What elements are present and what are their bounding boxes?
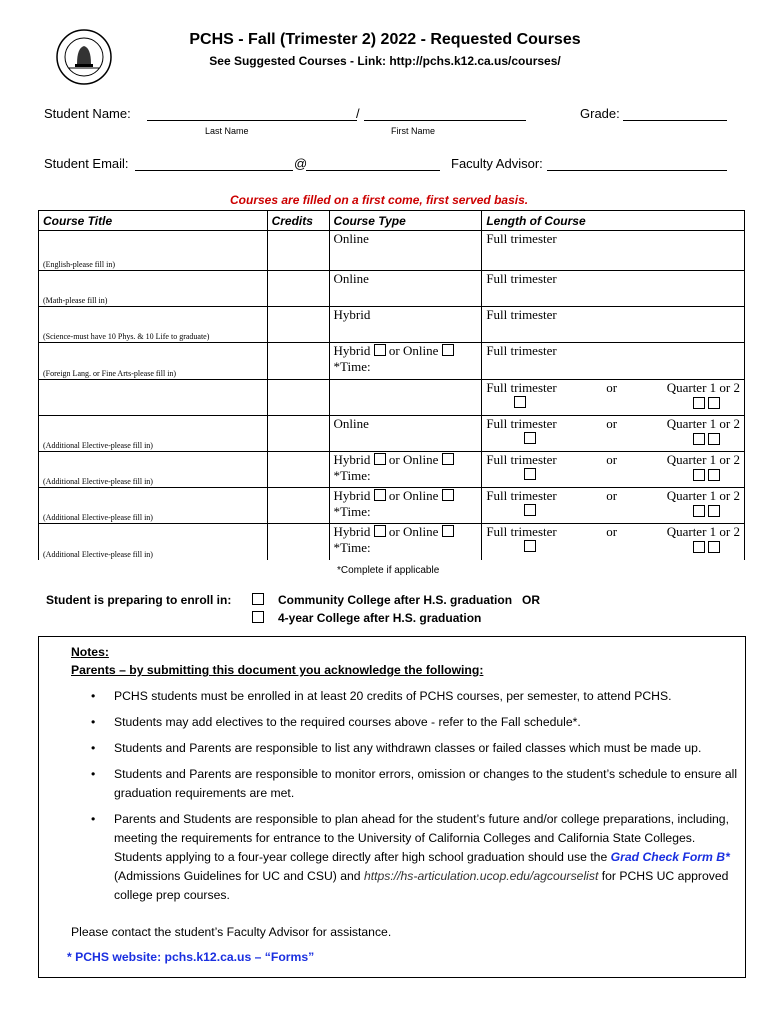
email-user-field[interactable] xyxy=(135,156,293,171)
hybrid-checkbox[interactable] xyxy=(374,453,386,465)
first-name-field[interactable] xyxy=(364,106,526,121)
last-name-field[interactable] xyxy=(147,106,357,121)
quarter-2-checkbox[interactable] xyxy=(708,397,720,409)
course-type-cell xyxy=(329,343,482,380)
full-trimester-label: Full trimester xyxy=(486,524,557,539)
credits-cell[interactable] xyxy=(267,524,329,560)
course-title-cell[interactable] xyxy=(39,271,268,307)
full-trimester-checkbox[interactable] xyxy=(524,432,536,444)
grade-field[interactable] xyxy=(623,106,727,121)
type-hybrid-label: Hybrid xyxy=(333,524,371,539)
row-caption: (Additional Elective-please fill in) xyxy=(43,477,153,486)
type-online-label: or Online xyxy=(388,452,439,467)
length-cell xyxy=(482,488,745,524)
row-caption: (Science-must have 10 Phys. & 10 Life to graduate) xyxy=(43,332,210,341)
note-item xyxy=(69,810,739,905)
note-item: • Students and Parents are responsible to list any withdrawn classes or failed classes which must be made up. xyxy=(69,739,739,758)
student-name-label: Student Name: xyxy=(44,106,131,121)
note-item: • PCHS students must be enrolled in at least 20 credits of PCHS courses, per semester, to attend PCHS. xyxy=(69,687,739,706)
table-row xyxy=(39,452,745,488)
page-title: PCHS - Fall (Trimester 2) 2022 - Requested Courses xyxy=(189,31,581,48)
last-note-text-1: Parents and Students are responsible to plan ahead for the student’s future and/or college preparations, including, meeting the requirements for entrance to the University of California Colleges and California State Colleges. Students applying to a four-year college directly after high school graduation should use the xyxy=(114,812,729,864)
notes-heading: Notes: xyxy=(71,645,109,659)
four-year-college-label: 4-year College after H.S. graduation xyxy=(278,611,482,625)
table-row xyxy=(39,271,745,307)
length-cell xyxy=(482,524,745,560)
length-cell: Full trimester xyxy=(482,271,745,307)
row-caption: (Math-please fill in) xyxy=(43,296,108,305)
table-row xyxy=(39,524,745,560)
or-label: or xyxy=(606,452,618,467)
time-label: *Time: xyxy=(333,540,371,555)
grade-label: Grade: xyxy=(580,106,620,121)
complete-if-applicable-note: *Complete if applicable xyxy=(337,565,440,576)
quarter-label: Quarter 1 or 2 xyxy=(666,380,740,395)
pchs-website-line[interactable]: * PCHS website: pchs.k12.ca.us – “Forms” xyxy=(67,950,315,964)
grad-check-link[interactable]: Grad Check Form B* xyxy=(610,850,730,864)
quarter-label: Quarter 1 or 2 xyxy=(666,416,740,431)
time-label: *Time: xyxy=(333,504,371,519)
notes-box xyxy=(38,636,746,978)
course-type-cell: Online xyxy=(329,271,482,307)
community-college-option xyxy=(278,593,540,607)
hybrid-checkbox[interactable] xyxy=(374,525,386,537)
length-cell: Full trimester xyxy=(482,307,745,343)
row-caption: (Foreign Lang. or Fine Arts-please fill in) xyxy=(43,369,177,378)
row-caption: (English-please fill in) xyxy=(43,260,115,269)
quarter-1-checkbox[interactable] xyxy=(693,505,705,517)
four-year-college-checkbox[interactable] xyxy=(252,611,264,623)
email-at-sign: @ xyxy=(294,156,308,171)
table-row xyxy=(39,307,745,343)
length-cell xyxy=(482,452,745,488)
row-caption: (Additional Elective-please fill in) xyxy=(43,513,153,522)
quarter-2-checkbox[interactable] xyxy=(708,469,720,481)
community-college-checkbox[interactable] xyxy=(252,593,264,605)
full-trimester-checkbox[interactable] xyxy=(524,540,536,552)
note-item: • Students may add electives to the required courses above - refer to the Fall schedule*. xyxy=(69,713,739,732)
course-type-cell[interactable] xyxy=(329,380,482,416)
quarter-1-checkbox[interactable] xyxy=(693,397,705,409)
time-label: *Time: xyxy=(333,359,371,374)
course-type-cell xyxy=(329,452,482,488)
first-come-notice: Courses are filled on a first come, first served basis. xyxy=(230,193,529,207)
type-hybrid-label: Hybrid xyxy=(333,452,371,467)
course-title-cell[interactable] xyxy=(39,524,268,560)
course-type-cell: Online xyxy=(329,231,482,271)
row-caption: (Additional Elective-please fill in) xyxy=(43,549,153,559)
table-row xyxy=(39,488,745,524)
parents-acknowledge-line: Parents – by submitting this document you acknowledge the following: xyxy=(71,663,484,677)
first-name-caption: First Name xyxy=(391,126,436,136)
quarter-2-checkbox[interactable] xyxy=(708,505,720,517)
note-item: • Students and Parents are responsible to monitor errors, omission or changes to the student’s schedule to ensure all graduation requirements are met. xyxy=(69,765,739,803)
table-header-row xyxy=(39,211,745,231)
faculty-advisor-field[interactable] xyxy=(547,156,727,171)
full-trimester-label: Full trimester xyxy=(486,380,557,395)
course-title-cell[interactable] xyxy=(39,343,268,380)
quarter-2-checkbox[interactable] xyxy=(708,541,720,553)
or-label: or xyxy=(606,416,618,431)
course-title-cell[interactable] xyxy=(39,488,268,524)
course-title-cell[interactable] xyxy=(39,380,268,416)
quarter-1-checkbox[interactable] xyxy=(693,469,705,481)
full-trimester-label: Full trimester xyxy=(486,416,557,431)
credits-cell[interactable] xyxy=(267,307,329,343)
quarter-label: Quarter 1 or 2 xyxy=(666,524,740,539)
table-row xyxy=(39,380,745,416)
credits-cell[interactable] xyxy=(267,271,329,307)
last-note-text-2: (Admissions Guidelines for UC and CSU) and xyxy=(114,869,361,883)
header-course-type: Course Type xyxy=(329,211,482,231)
length-cell: Full trimester xyxy=(482,231,745,271)
type-online-label: or Online xyxy=(388,343,439,358)
quarter-1-checkbox[interactable] xyxy=(693,541,705,553)
ucop-link[interactable]: https://hs-articulation.ucop.edu/agcourselist xyxy=(363,869,599,883)
full-trimester-checkbox[interactable] xyxy=(514,396,526,408)
community-college-label: Community College after H.S. graduation xyxy=(278,593,513,607)
student-email-label: Student Email: xyxy=(44,156,129,171)
type-hybrid-label: Hybrid xyxy=(333,488,371,503)
course-type-cell xyxy=(329,488,482,524)
enroll-label: Student is preparing to enroll in: xyxy=(46,593,232,607)
full-trimester-label: Full trimester xyxy=(486,452,557,467)
or-label: or xyxy=(606,524,618,539)
type-online-label: or Online xyxy=(388,488,439,503)
name-slash: / xyxy=(356,106,360,121)
quarter-label: Quarter 1 or 2 xyxy=(666,452,740,467)
online-checkbox[interactable] xyxy=(442,489,454,501)
enroll-or-label: OR xyxy=(522,593,541,607)
hybrid-checkbox[interactable] xyxy=(374,344,386,356)
last-name-caption: Last Name xyxy=(205,126,249,136)
credits-cell[interactable] xyxy=(267,488,329,524)
faculty-advisor-label: Faculty Advisor: xyxy=(451,156,543,171)
or-label: or xyxy=(606,380,618,395)
header-course-title: Course Title xyxy=(39,211,268,231)
table-row xyxy=(39,231,745,271)
credits-cell[interactable] xyxy=(267,380,329,416)
header-credits: Credits xyxy=(267,211,329,231)
full-trimester-checkbox[interactable] xyxy=(524,504,536,516)
length-cell: Full trimester xyxy=(482,343,745,380)
page-subtitle: See Suggested Courses - Link: http://pchs.k12.ca.us/courses/ xyxy=(209,54,561,68)
length-cell xyxy=(482,380,745,416)
last-note-text-3: for PCHS UC approved college prep courses. xyxy=(114,869,729,902)
table-row xyxy=(39,416,745,452)
online-checkbox[interactable] xyxy=(442,525,454,537)
course-title-cell[interactable] xyxy=(39,452,268,488)
quarter-2-checkbox[interactable] xyxy=(708,433,720,445)
credits-cell[interactable] xyxy=(267,452,329,488)
quarter-1-checkbox[interactable] xyxy=(693,433,705,445)
online-checkbox[interactable] xyxy=(442,344,454,356)
table-row xyxy=(39,343,745,380)
header-length: Length of Course xyxy=(482,211,745,231)
credits-cell[interactable] xyxy=(267,343,329,380)
row-caption: (Additional Elective-please fill in) xyxy=(43,441,153,450)
course-title-cell[interactable] xyxy=(39,416,268,452)
email-domain-field[interactable] xyxy=(306,156,440,171)
credits-cell[interactable] xyxy=(267,231,329,271)
time-label: *Time: xyxy=(333,468,371,483)
online-checkbox[interactable] xyxy=(442,453,454,465)
hybrid-checkbox[interactable] xyxy=(374,489,386,501)
course-type-cell: Hybrid xyxy=(329,307,482,343)
course-type-cell xyxy=(329,524,482,560)
course-title-cell[interactable] xyxy=(39,307,268,343)
course-title-cell[interactable] xyxy=(39,231,268,271)
full-trimester-checkbox[interactable] xyxy=(524,468,536,480)
type-hybrid-label: Hybrid xyxy=(333,343,371,358)
contact-advisor-line: Please contact the student’s Faculty Advisor for assistance. xyxy=(71,925,392,939)
notes-list xyxy=(69,687,739,905)
course-request-table xyxy=(38,210,745,560)
credits-cell[interactable] xyxy=(267,416,329,452)
quarter-label: Quarter 1 or 2 xyxy=(666,488,740,503)
course-type-cell: Online xyxy=(329,416,482,452)
full-trimester-label: Full trimester xyxy=(486,488,557,503)
type-online-label: or Online xyxy=(388,524,439,539)
length-cell xyxy=(482,416,745,452)
or-label: or xyxy=(606,488,618,503)
